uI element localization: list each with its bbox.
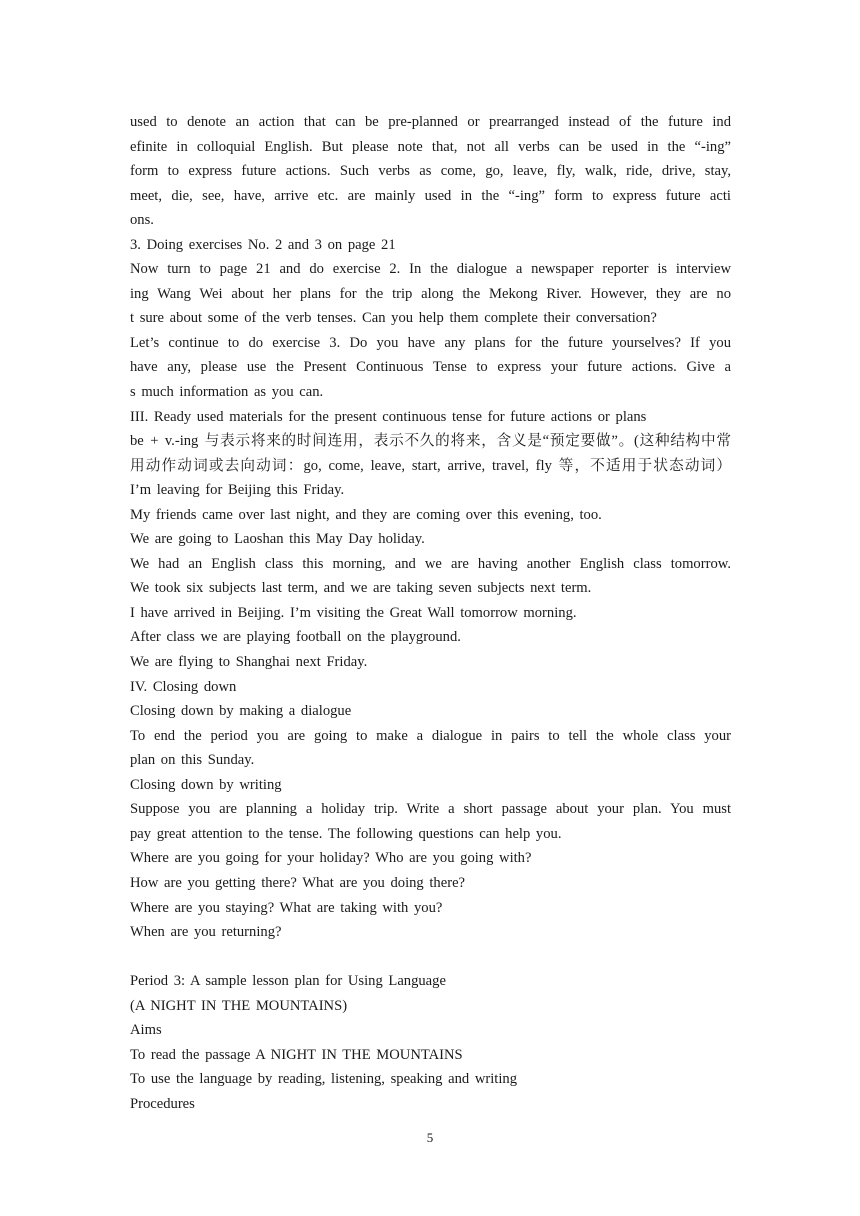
subsection-heading: Closing down by making a dialogue (130, 703, 352, 720)
text-line: t sure about some of the verb tenses. Can you help them complete their conversation? (130, 310, 657, 327)
page-body (130, 110, 731, 1116)
page-number: 5 (426, 1130, 434, 1145)
example-sentence: My friends came over last night, and they are coming over this evening, too. (130, 506, 602, 523)
text-line: pay great attention to the tense. The following questions can help you. (130, 825, 562, 842)
aims-heading: Aims (130, 1022, 162, 1039)
text-line: To end the period you are going to make a dialogue in pairs to tell the whole class your (130, 727, 731, 744)
example-sentence: I’m leaving for Beijing this Friday. (130, 482, 345, 499)
text-line: meet, die, see, have, arrive etc. are mainly used in the “-ing” form to express future acti (130, 187, 731, 204)
example-sentence: We took six subjects last term, and we are taking seven subjects next term. (130, 580, 592, 597)
text-line: Now turn to page 21 and do exercise 2. In the dialogue a newspaper reporter is interview (130, 261, 731, 278)
text-line: s much information as you can. (130, 384, 324, 401)
example-sentence: We had an English class this morning, and we are having another English class tomorrow. (130, 555, 731, 572)
text-line: plan on this Sunday. (130, 752, 255, 769)
subsection-heading: Closing down by writing (130, 776, 282, 793)
question-line: Where are you staying? What are taking with you? (130, 899, 443, 916)
text-line: be + v.-ing 与表示将来的时间连用，表示不久的将来，含义是“预定要做”。(这种结构中常 (130, 433, 731, 450)
procedures-heading: Procedures (130, 1095, 195, 1112)
example-sentence: We are going to Laoshan this May Day holiday. (130, 531, 425, 548)
example-sentence: After class we are playing football on the playground. (130, 629, 461, 646)
section-heading: IV. Closing down (130, 678, 237, 695)
example-sentence: I have arrived in Beijing. I’m visiting the Great Wall tomorrow morning. (130, 604, 577, 621)
example-sentence: We are flying to Shanghai next Friday. (130, 654, 368, 671)
text-line: ing Wang Wei about her plans for the trip along the Mekong River. However, they are no (130, 285, 731, 302)
question-line: Where are you going for your holiday? Who are you going with? (130, 850, 532, 867)
text-line: Let’s continue to do exercise 3. Do you have any plans for the future yourselves? If you (130, 334, 731, 351)
aim-item: To use the language by reading, listening, speaking and writing (130, 1071, 518, 1088)
section-heading: III. Ready used materials for the present continuous tense for future actions or plans (130, 408, 647, 425)
text-line: Suppose you are planning a holiday trip. Write a short passage about your plan. You must (130, 801, 731, 818)
lesson-title: (A NIGHT IN THE MOUNTAINS) (130, 997, 348, 1014)
text-line: ons. (130, 212, 154, 229)
section-heading: 3. Doing exercises No. 2 and 3 on page 21 (130, 236, 396, 253)
text-line: used to denote an action that can be pre-planned or prearranged instead of the future ind (130, 114, 731, 130)
question-line: How are you getting there? What are you doing there? (130, 874, 466, 891)
text-line: efinite in colloquial English. But please note that, not all verbs can be used in the “-ing” (130, 138, 731, 155)
text-line: 用动作动词或去向动词：go, come, leave, start, arrive, travel, fly 等，不适用于状态动词） (130, 457, 731, 474)
aim-item: To read the passage A NIGHT IN THE MOUNTAINS (130, 1046, 463, 1063)
text-line: have any, please use the Present Continuous Tense to express your future actions. Give a (130, 359, 731, 376)
period-heading: Period 3: A sample lesson plan for Using Language (130, 973, 446, 990)
blank-line (130, 945, 731, 970)
text-line: form to express future actions. Such verbs as come, go, leave, fly, walk, ride, drive, stay, (130, 163, 731, 180)
question-line: When are you returning? (130, 924, 282, 941)
